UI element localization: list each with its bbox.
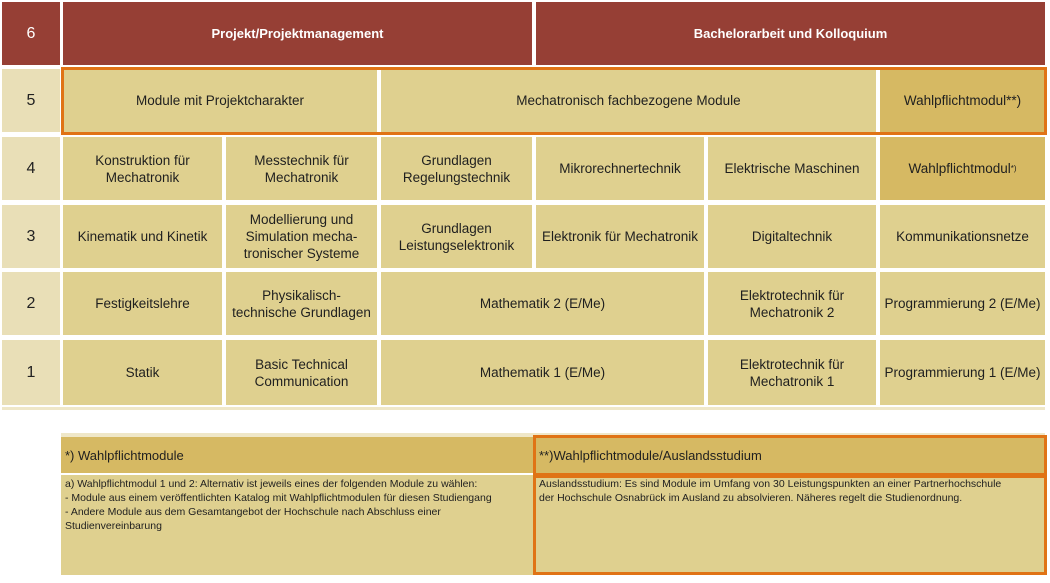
module-projektcharakter: Module mit Projektcharakter <box>63 69 377 132</box>
module-wahlpflicht-ausland: Wahlpflichtmodul**) <box>880 69 1045 132</box>
module-kinematik: Kinematik und Kinetik <box>63 205 222 268</box>
module-basic-technical-communication: Basic Technical Communication <box>226 340 377 405</box>
semester-3: 3 <box>2 205 60 268</box>
module-mathematik-2: Mathematik 2 (E/Me) <box>381 272 704 335</box>
module-wahlpflicht <box>880 137 1045 200</box>
semester-5: 5 <box>2 69 60 132</box>
module-statik: Statik <box>63 340 222 405</box>
semester-1: 1 <box>2 340 60 405</box>
wahlpflicht-footnote-mark: *) <box>1010 164 1017 173</box>
footnote-wahlpflicht-line: a) Wahlpflichtmodul 1 und 2: Alternativ ist jeweils eines der folgenden Module zu wählen: <box>65 478 478 490</box>
module-messtechnik: Messtechnik für Mechatronik <box>226 137 377 200</box>
module-festigkeitslehre: Festigkeitslehre <box>63 272 222 335</box>
footnote-ausland-body <box>535 475 1045 573</box>
footnote-wahlpflicht-body <box>61 475 533 575</box>
module-regelungstechnik: Grundlagen Regelungstechnik <box>381 137 532 200</box>
module-mechatronisch-fachbezogen: Mechatronisch fachbezogene Module <box>381 69 876 132</box>
wahlpflicht-label: Wahlpflichtmodul <box>908 161 1011 176</box>
footnote-wahlpflicht-line: Studienvereinbarung <box>65 520 162 532</box>
footnote-ausland-line: Auslandsstudium: Es sind Module im Umfang von 30 Leistungspunkten an einer Partnerhochschule <box>539 478 1002 490</box>
footnote-wahlpflicht-line: - Module aus einem veröffentlichten Katalog mit Wahlpflichtmodulen für diesen Studiengang <box>65 492 492 504</box>
module-kommunikationsnetze: Kommunikationsnetze <box>880 205 1045 268</box>
module-programmierung-1: Programmierung 1 (E/Me) <box>880 340 1045 405</box>
module-elektrotechnik-2: Elektrotechnik für Mechatronik 2 <box>708 272 876 335</box>
module-bachelorarbeit: Bachelorarbeit und Kolloquium <box>536 2 1045 65</box>
semester-4: 4 <box>2 137 60 200</box>
module-digitaltechnik: Digitaltechnik <box>708 205 876 268</box>
module-konstruktion: Konstruktion für Mechatronik <box>63 137 222 200</box>
footnote-ausland-header <box>535 437 1045 473</box>
module-mikrorechnertechnik: Mikrorechnertechnik <box>536 137 704 200</box>
module-elektrotechnik-1: Elektrotechnik für Mechatronik 1 <box>708 340 876 405</box>
footnote-ausland-title: **)Wahlpflichtmodule/Auslandsstudium <box>539 447 762 463</box>
semester-6: 6 <box>2 2 60 65</box>
module-elektrische-maschinen: Elektrische Maschinen <box>708 137 876 200</box>
module-leistungselektronik: Grundlagen Leistungselektronik <box>381 205 532 268</box>
footnote-wahlpflicht-title: *) Wahlpflichtmodule <box>65 447 184 463</box>
module-mathematik-1: Mathematik 1 (E/Me) <box>381 340 704 405</box>
table-bottom-strip <box>2 407 1045 410</box>
footnote-wahlpflicht-line: - Andere Module aus dem Gesamtangebot der Hochschule nach Abschluss einer <box>65 506 441 518</box>
semester-2: 2 <box>2 272 60 335</box>
module-programmierung-2: Programmierung 2 (E/Me) <box>880 272 1045 335</box>
module-modellierung: Modellierung und Simulation mecha-tronischer Systeme <box>226 205 377 268</box>
module-physikalisch-technisch: Physikalisch-technische Grundlagen <box>226 272 377 335</box>
footnote-ausland-line: der Hochschule Osnabrück im Ausland zu absolvieren. Näheres regelt die Studienordnung. <box>539 492 963 504</box>
footnote-wahlpflicht-header <box>61 437 533 473</box>
module-projekt-management: Projekt/Projektmanagement <box>63 2 532 65</box>
module-elektronik: Elektronik für Mechatronik <box>536 205 704 268</box>
